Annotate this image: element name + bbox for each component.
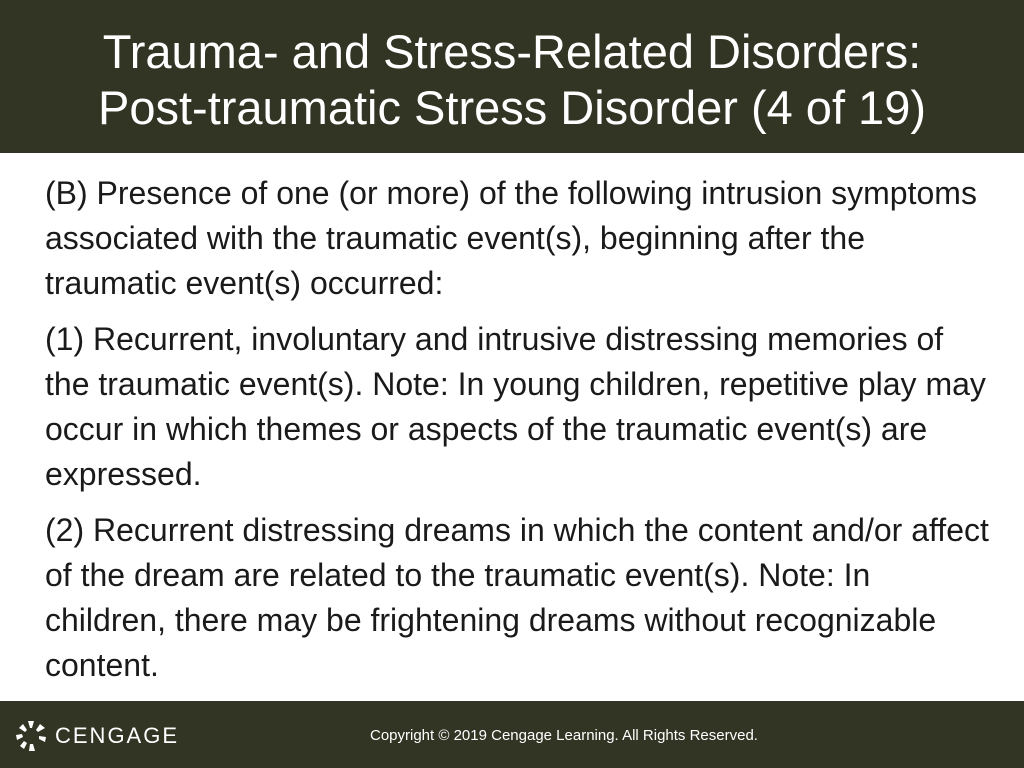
slide-title-line-1: Trauma- and Stress-Related Disorders:: [102, 25, 922, 78]
paragraph-2: (2) Recurrent distressing dreams in which the content and/or affect of the dream are related to the traumatic event(s). Note: In children, there may be frightening dreams without recognizable content.: [45, 512, 989, 683]
slide-footer: [0, 701, 1024, 768]
slide-header: [0, 0, 1024, 153]
copyright-notice: Copyright © 2019 Cengage Learning. All Rights Reserved.: [370, 727, 758, 744]
cengage-logo: [14, 719, 179, 753]
cengage-logo-icon: [14, 719, 48, 753]
paragraph-1: (1) Recurrent, involuntary and intrusive distressing memories of the traumatic event(s). Note: In young children, repetitive play may occur in which themes or aspects of the traumatic event(s) are expressed.: [45, 321, 986, 492]
slide-title-line-2: Post-traumatic Stress Disorder (4 of 19): [98, 81, 926, 134]
slide-body: [45, 171, 995, 699]
slide-title: [0, 24, 1024, 136]
paragraph-b: (B) Presence of one (or more) of the following intrusion symptoms associated with the traumatic event(s), beginning after the traumatic event(s) occurred:: [45, 175, 977, 301]
cengage-logo-text: CENGAGE: [55, 723, 180, 748]
